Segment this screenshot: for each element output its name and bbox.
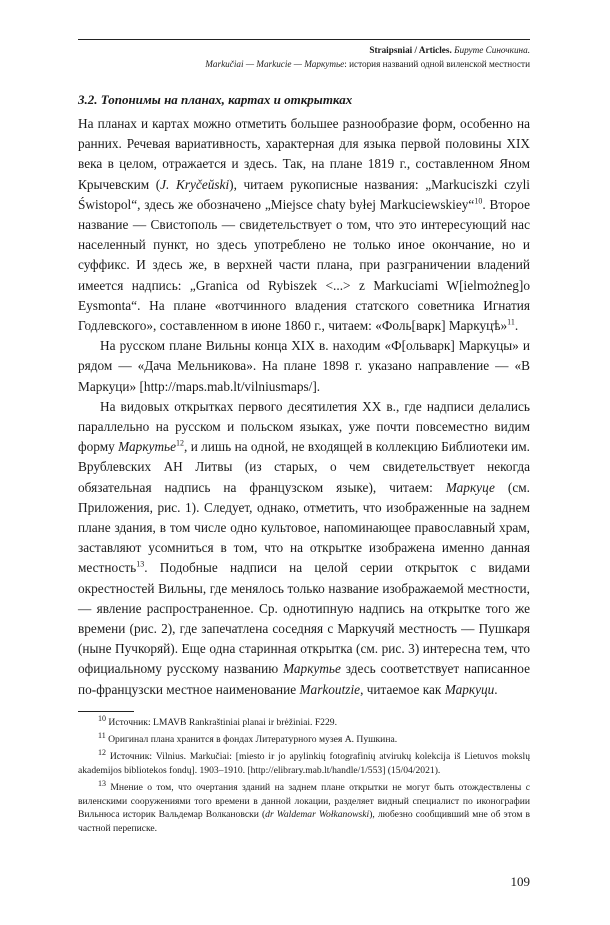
paragraph-1 [78,114,530,336]
footnote-text-b: ), любезно сообщивший мне об этом в частной переписке. [78,809,530,835]
footnote-number: 11 [98,730,106,740]
p3-text-b: , и лишь на одной, не входящей в коллекцию Библиотеки им. Врублевских АН Литвы (из старых, о чем свидетельствует некогда обязательная надпись на французском языке), читаем: [78,439,531,495]
footnote-text: Оригинал плана хранится в фондах Литературного музея А. Пушкина. [108,733,398,745]
header-rule [78,39,530,40]
header-journal-section: Straipsniai / Articles. [369,45,452,55]
footnote-ref-13[interactable]: 13 [136,560,145,570]
footnote-12 [78,747,530,778]
footnote-13 [78,778,530,837]
p3-text-d: . Подобные надписи на целой серии открыток с видами окрестностей Вильны, где менялось только название изображаемой местности, — явление распространенное. Ср. однотипную надпись на открытке того же времени (рис. 2), где запечатлена соседняя с Маркучяй местность — Пушкаря (ныне Пучкоряй). Еще одна старинная открытка (см. рис. 3) интересна тем, что официальному русскому названию [78,560,530,677]
p3-italic-markutye: Маркутье [118,439,177,455]
footnote-number: 10 [98,713,106,723]
footnote-italic-name: dr Waldemar Wołkanowski [265,809,370,821]
p1-text-c: . Второе название — Свистополь — свидетельствует о том, что это интересующий нас населенный пункт, но здесь употреблено не только иное окончание, но и суффикс. И здесь же, в верхней части плана, при разграничении владений имеется надпись: „Granica od Rybiszek <...> z Markuciami W[ielmożneg]o Eysmonta“. На плане «вотчинного владения статского советника Игнатия Годлевского», составленном в июне 1860 г., читаем: «Фоль[варк] Маркуцѣ» [78,196,530,334]
header-title-prefix: Markučiai — Markucie — [205,59,305,69]
footnote-11 [78,730,530,747]
footnote-text: Источник: Vilnius. Markučiai: [miesto ir jo apylinkių fotografinių atvirukų kolekcija iš Lietuvos mokslų akademijos bibliotekos fondų]. 1903–1910. [http://elibrary.mab.lt/handle/1/553] (15/04/2021). [78,750,530,776]
p3-text-c: (см. Приложения, рис. 1). Следует, однако, отметить, что изображенные на заднем плане здания, в том числе одно культовое, напоминающее православный храм, заставляют усомниться в том, что на открытке изображена именно данная местность [78,479,530,576]
p3-italic-markutse: Маркуце [445,479,495,495]
running-header [205,43,530,71]
footnote-ref-11[interactable]: 11 [507,317,515,327]
footnote-10 [78,713,530,730]
footnote-rule [78,711,134,712]
footnote-text-a: Мнение о том, что очертания зданий на заднем плане открытки не могут быть отождествлены с виленскими сооружениями того времени в данной локации, разделяет видный специалист по иконографии Вильнюса историк Вальдемар Волкановски ( [78,781,530,821]
p3-text-f: , читаемое как [360,681,445,697]
footnote-number: 12 [98,747,106,757]
footnote-text: Источник: LMAVB Rankraštiniai planai ir brėžiniai. F229. [108,717,337,728]
header-title-suffix: : история названий одной виленской местности [344,59,530,69]
footnotes [78,713,530,839]
body-text [78,114,530,700]
header-author: Бируте Синочкина. [454,45,530,55]
p3-text-e: здесь соответствует написанное по-французски местное наименование [78,661,530,697]
p3-italic-markutye-2: Маркутье [283,661,341,677]
p1-text-b: ), читаем рукописные названия: „Markuciszki czyli Świstopol“, здесь же обозначено „Miejsce chaty byłej Markuciewskiey“ [78,176,530,212]
page-number: 109 [510,874,530,889]
p3-italic-markoutzie: Markoutzie [299,681,361,697]
p3-italic-markutsi: Маркуци [444,681,495,697]
footnote-number: 13 [98,778,106,788]
p3-text-g: . [494,681,498,697]
p1-text-d: . [514,318,519,334]
header-section-line [205,43,530,57]
header-title-line [205,57,530,71]
section-title: 3.2. Топонимы на планах, картах и открытках [78,92,353,107]
header-title-ru: Маркутье [304,59,345,69]
footnote-ref-10[interactable]: 10 [474,196,483,206]
p1-italic-name: J. Kryčeŭski [160,176,230,192]
paragraph-2: На русском плане Вильны конца XIX в. находим «Ф[ольварк] Маркуцы» и рядом — «Дача Мельникова». На плане 1898 г. указано направление — «В Маркуци» [http://maps.mab.lt/vilniusmaps/]. [78,338,530,394]
p3-text-a: На видовых открытках первого десятилетия XX в., где надписи делались параллельно на русском и польском языках, уже почти повсеместно видим форму [78,398,530,455]
footnote-ref-12[interactable]: 12 [176,438,185,448]
paragraph-3 [78,397,530,700]
p1-text-a: На планах и картах можно отметить большее разнообразие форм, особенно на ранних. Речевая вариативность, характерная для языка первой половины XIX века в целом, отражается и здесь. Так, на плане 1819 г., составленном Яном Крычевским ( [78,116,530,192]
